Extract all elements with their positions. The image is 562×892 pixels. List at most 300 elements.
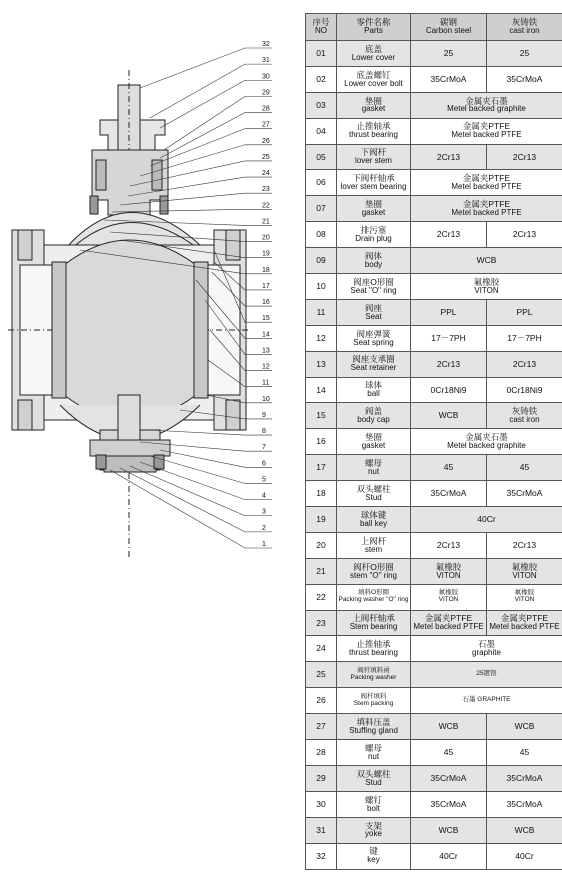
callout-number: 30: [262, 73, 270, 81]
material-text: Metel backed graphite: [447, 441, 526, 451]
part-number: 17: [306, 455, 337, 481]
material-cast-iron: [487, 714, 562, 740]
part-name-zh: 键: [369, 846, 378, 857]
part-name: [337, 791, 411, 817]
part-name: [337, 636, 411, 662]
part-name: [337, 765, 411, 791]
callout-number: 25: [262, 153, 270, 161]
part-name: [337, 170, 411, 196]
material-text: WCB: [438, 721, 459, 732]
part-name: [337, 325, 411, 351]
part-name-zh: 阀杆填料: [360, 692, 387, 700]
part-name-en: nut: [367, 751, 380, 761]
part-number: 18: [306, 481, 337, 507]
callout-number: 21: [262, 218, 270, 226]
material-carbon-steel: [411, 558, 487, 584]
callout-number: 16: [262, 299, 270, 307]
leader-line: [110, 470, 272, 548]
part-name-zh: 双头螺柱: [356, 483, 391, 494]
material-carbon-steel: [411, 481, 487, 507]
part-name: [337, 558, 411, 584]
material-text: 17－7PH: [431, 332, 466, 343]
material-text: 氟橡胶: [514, 589, 535, 597]
material-cast-iron: [487, 144, 562, 170]
material-both: [411, 170, 562, 196]
part-name: [337, 843, 411, 869]
material-both: [411, 196, 562, 222]
material-text: WCB: [438, 410, 459, 421]
material-text: 灰铸铁: [511, 406, 538, 417]
table-row: [306, 765, 562, 791]
part-name: [337, 532, 411, 558]
part-name-zh: 螺钉: [364, 794, 382, 805]
part-number: 03: [306, 92, 337, 118]
part-number: 20: [306, 532, 337, 558]
material-text: VITON: [474, 285, 499, 295]
material-text: Metel backed PTFE: [489, 622, 560, 632]
material-text: 氟橡胶: [473, 276, 500, 287]
callout-number: 8: [262, 428, 266, 436]
leader-line: [140, 48, 272, 88]
part-name-zh: 球体: [364, 380, 382, 391]
material-carbon-steel: [411, 455, 487, 481]
material-text: 25镀铬: [476, 670, 497, 678]
table-row: [306, 222, 562, 248]
part-name-en: key: [367, 855, 380, 865]
callout-number: 28: [262, 105, 270, 113]
part-name: [337, 92, 411, 118]
material-both: [411, 92, 562, 118]
part-name-zh: 填料O形圈: [357, 589, 390, 597]
part-name-zh: 阀盖: [364, 406, 382, 417]
material-both: [411, 662, 562, 688]
material-text: 35CrMoA: [430, 798, 467, 809]
material-cast-iron: [487, 299, 562, 325]
callout-number: 9: [262, 411, 266, 419]
part-name-zh: 下阀杆: [360, 147, 387, 158]
table-row: [306, 144, 562, 170]
part-name: [337, 66, 411, 92]
part-name: [337, 714, 411, 740]
part-number: 07: [306, 196, 337, 222]
material-both: [411, 248, 562, 274]
part-name: [337, 403, 411, 429]
material-cast-iron: [487, 843, 562, 869]
callout-number: 20: [262, 234, 270, 242]
table-row: [306, 351, 562, 377]
material-carbon-steel: [411, 843, 487, 869]
part-name-en: thrust bearing: [349, 130, 398, 140]
callout-number: 1: [262, 541, 266, 548]
leader-line: [150, 64, 272, 118]
table-row: [306, 688, 562, 714]
material-text: Metel backed graphite: [447, 104, 526, 114]
material-cast-iron: [487, 558, 562, 584]
material-carbon-steel: [411, 584, 487, 610]
material-cast-iron: [487, 403, 562, 429]
material-text: 2Cr13: [512, 539, 537, 550]
material-cast-iron: [487, 791, 562, 817]
header-carbon-steel: 碳钢 Carbon steel: [411, 14, 487, 41]
material-text: 35CrMoA: [430, 73, 467, 84]
material-cast-iron: [487, 765, 562, 791]
material-both: [411, 429, 562, 455]
part-name-zh: 螺母: [364, 742, 382, 753]
part-name-en: Lower cover: [351, 52, 396, 62]
material-cast-iron: [487, 351, 562, 377]
table-row: [306, 610, 562, 636]
material-carbon-steel: [411, 532, 487, 558]
part-number: 28: [306, 740, 337, 766]
callout-number: 17: [262, 282, 270, 290]
table-row: [306, 636, 562, 662]
callout-number: 13: [262, 347, 270, 355]
table-row: [306, 481, 562, 507]
material-text: WCB: [514, 721, 535, 732]
material-text: Metel backed PTFE: [451, 130, 522, 140]
part-name: [337, 196, 411, 222]
material-text: 2Cr13: [436, 229, 461, 240]
material-carbon-steel: [411, 403, 487, 429]
table-row: [306, 274, 562, 300]
part-name-zh: 支架: [364, 820, 382, 831]
header-no: 序号 NO: [306, 14, 337, 41]
material-text: 0Cr18Ni9: [506, 384, 543, 395]
part-name-zh: 垫圈: [364, 432, 382, 443]
table-row: [306, 507, 562, 533]
material-text: 金属夹PTFE: [462, 173, 511, 184]
callout-number: 22: [262, 202, 270, 210]
parts-table: [305, 13, 562, 870]
part-name: [337, 377, 411, 403]
material-text: VITON: [438, 596, 459, 604]
part-name-en: yoke: [365, 829, 382, 839]
callout-number: 3: [262, 508, 266, 516]
part-name: [337, 455, 411, 481]
part-name-zh: 排污塞: [360, 225, 387, 236]
material-text: WCB: [514, 824, 535, 835]
material-cast-iron: [487, 455, 562, 481]
material-text: PPL: [440, 306, 457, 317]
callout-number: 19: [262, 250, 270, 258]
material-text: 35CrMoA: [506, 798, 543, 809]
material-text: 2Cr13: [436, 151, 461, 162]
leader-line: [120, 468, 272, 532]
table-row: [306, 170, 562, 196]
table-row: [306, 299, 562, 325]
material-both: [411, 274, 562, 300]
table-row: [306, 455, 562, 481]
material-text: 金属夹PTFE: [462, 199, 511, 210]
material-text: WCB: [438, 824, 459, 835]
table-row: [306, 92, 562, 118]
leader-line: [130, 466, 272, 516]
material-text: 40Cr: [515, 850, 534, 861]
part-name-zh: 球体键: [360, 509, 387, 520]
part-name-en: Stuffing gland: [349, 725, 398, 735]
material-cast-iron: [487, 66, 562, 92]
table-row: [306, 377, 562, 403]
part-name-en: stem "O" ring: [349, 570, 398, 580]
part-number: 19: [306, 507, 337, 533]
part-number: 30: [306, 791, 337, 817]
material-text: VITON: [514, 596, 535, 604]
part-name: [337, 817, 411, 843]
table-row: [306, 429, 562, 455]
callout-number: 31: [262, 57, 270, 65]
part-name: [337, 610, 411, 636]
part-name-en: Packing washer: [350, 673, 397, 681]
material-carbon-steel: [411, 222, 487, 248]
material-cast-iron: [487, 377, 562, 403]
table-row: [306, 532, 562, 558]
callout-number: 7: [262, 444, 266, 452]
part-number: 08: [306, 222, 337, 248]
part-name-zh: 阀杆O形圈: [353, 561, 394, 572]
part-number: 27: [306, 714, 337, 740]
material-carbon-steel: [411, 299, 487, 325]
part-name: [337, 248, 411, 274]
part-name-zh: 螺母: [364, 458, 382, 469]
leader-line: [160, 113, 272, 158]
part-name-zh: 阀座O形圈: [353, 276, 394, 287]
material-text: 25: [519, 47, 530, 58]
material-text: 40Cr: [439, 850, 458, 861]
table-row: [306, 791, 562, 817]
part-number: 13: [306, 351, 337, 377]
material-carbon-steel: [411, 765, 487, 791]
part-name-en: Packing washer "O" ring: [338, 596, 409, 604]
part-name: [337, 662, 411, 688]
table-row: [306, 740, 562, 766]
part-number: 04: [306, 118, 337, 144]
material-cast-iron: [487, 610, 562, 636]
material-text: 25: [443, 47, 454, 58]
table-row: [306, 66, 562, 92]
part-name-en: Stem packing: [353, 699, 394, 707]
part-number: 10: [306, 274, 337, 300]
part-name: [337, 299, 411, 325]
material-cast-iron: [487, 817, 562, 843]
part-number: 06: [306, 170, 337, 196]
material-text: Metel backed PTFE: [451, 182, 522, 192]
part-name-en: lover stem: [355, 156, 392, 166]
material-text: 石墨: [477, 639, 495, 650]
material-carbon-steel: [411, 377, 487, 403]
table-row: [306, 196, 562, 222]
table-row: [306, 41, 562, 67]
material-text: cast iron: [509, 415, 540, 425]
callout-number: 5: [262, 476, 266, 484]
part-name: [337, 41, 411, 67]
part-name-en: nut: [367, 466, 380, 476]
part-number: 14: [306, 377, 337, 403]
material-carbon-steel: [411, 144, 487, 170]
material-text: 金属夹PTFE: [500, 613, 549, 624]
material-carbon-steel: [411, 41, 487, 67]
part-name: [337, 507, 411, 533]
material-text: graphite: [472, 648, 501, 658]
callout-number: 27: [262, 121, 270, 129]
callout-number: 14: [262, 331, 270, 339]
part-number: 22: [306, 584, 337, 610]
part-number: 26: [306, 688, 337, 714]
callout-number: 23: [262, 186, 270, 194]
part-name-zh: 双头螺柱: [356, 768, 391, 779]
part-number: 24: [306, 636, 337, 662]
part-name-zh: 填料压盖: [356, 716, 391, 727]
material-both: [411, 688, 562, 714]
part-name: [337, 688, 411, 714]
material-cast-iron: [487, 532, 562, 558]
material-text: 45: [443, 747, 454, 758]
callout-number: 26: [262, 137, 270, 145]
material-text: PPL: [516, 306, 533, 317]
part-name-en: Seat spring: [353, 337, 394, 347]
material-text: 35CrMoA: [506, 488, 543, 499]
material-text: 35CrMoA: [506, 772, 543, 783]
table-row: [306, 248, 562, 274]
material-text: Metel backed PTFE: [413, 622, 484, 632]
material-text: VITON: [436, 570, 461, 580]
part-name: [337, 584, 411, 610]
material-text: 氟橡胶: [435, 561, 462, 572]
part-name-en: gasket: [361, 441, 386, 451]
part-number: 12: [306, 325, 337, 351]
part-number: 16: [306, 429, 337, 455]
part-number: 09: [306, 248, 337, 274]
material-text: 2Cr13: [512, 229, 537, 240]
header-parts: 零件名称 Parts: [337, 14, 411, 41]
part-name-en: ball key: [359, 518, 388, 528]
material-text: WCB: [476, 255, 497, 266]
part-name: [337, 118, 411, 144]
material-text: 氟橡胶: [438, 589, 459, 597]
material-cast-iron: [487, 740, 562, 766]
callout-number: 11: [262, 379, 270, 387]
material-text: Metel backed PTFE: [451, 208, 522, 218]
material-text: 35CrMoA: [506, 73, 543, 84]
material-text: 2Cr13: [436, 539, 461, 550]
material-both: [411, 118, 562, 144]
part-name-en: gasket: [361, 104, 386, 114]
part-name-zh: 止推轴承: [356, 121, 391, 132]
table-row: [306, 118, 562, 144]
material-text: 金属夹石墨: [465, 95, 508, 106]
part-name-zh: 底盖螺钉: [356, 69, 391, 80]
part-number: 01: [306, 41, 337, 67]
part-name: [337, 351, 411, 377]
part-name-en: Lower cover bolt: [344, 78, 403, 88]
part-name-en: gasket: [361, 208, 386, 218]
part-name-en: bolt: [367, 803, 380, 813]
table-row: [306, 558, 562, 584]
leader-line: [160, 80, 272, 128]
callout-number: 6: [262, 460, 266, 468]
material-text: 2Cr13: [512, 358, 537, 369]
part-number: 25: [306, 662, 337, 688]
part-name-zh: 阀体: [364, 250, 382, 261]
callout-number: 4: [262, 492, 266, 500]
part-name-zh: 止推轴承: [356, 639, 391, 650]
material-cast-iron: [487, 584, 562, 610]
material-carbon-steel: [411, 714, 487, 740]
callout-number: 15: [262, 315, 270, 323]
material-text: 2Cr13: [436, 358, 461, 369]
part-number: 11: [306, 299, 337, 325]
table-row: [306, 403, 562, 429]
part-name-en: Stem bearing: [349, 622, 398, 632]
callout-number: 18: [262, 266, 270, 274]
part-name-en: stem: [364, 544, 383, 554]
part-name-zh: 垫圈: [364, 95, 382, 106]
part-name-en: Seat "O" ring: [350, 285, 397, 295]
material-text: 45: [443, 462, 454, 473]
part-name-en: Stud: [365, 492, 382, 502]
part-name-zh: 垫圈: [364, 199, 382, 210]
part-name-en: thrust bearing: [349, 648, 398, 658]
table-row: [306, 714, 562, 740]
material-carbon-steel: [411, 66, 487, 92]
part-name: [337, 429, 411, 455]
material-both: [411, 507, 562, 533]
part-name-en: Seat: [365, 311, 382, 321]
part-number: 31: [306, 817, 337, 843]
callout-number: 12: [262, 363, 270, 371]
material-text: 35CrMoA: [430, 772, 467, 783]
part-name: [337, 274, 411, 300]
material-text: 金属夹PTFE: [424, 613, 473, 624]
part-name-en: lover stem bearing: [340, 182, 407, 192]
callout-number: 29: [262, 89, 270, 97]
material-carbon-steel: [411, 791, 487, 817]
part-name-zh: 阀座弹簧: [356, 328, 391, 339]
part-name-zh: 上阀杆: [360, 535, 387, 546]
leader-line: [160, 450, 272, 467]
header-cast-iron: 灰铸铁 cast iron: [487, 14, 562, 41]
part-name: [337, 222, 411, 248]
part-name-zh: 阀座: [364, 302, 382, 313]
callout-number: 24: [262, 170, 270, 178]
material-carbon-steel: [411, 740, 487, 766]
part-name-zh: 阀杆填料函: [357, 667, 390, 674]
material-text: 0Cr18Ni9: [430, 384, 467, 395]
material-cast-iron: [487, 41, 562, 67]
part-number: 05: [306, 144, 337, 170]
part-number: 29: [306, 765, 337, 791]
part-name-en: Drain plug: [355, 233, 392, 243]
material-text: 石墨 GRAPHITE: [462, 696, 511, 704]
leader-line: [150, 430, 272, 435]
part-name-zh: 下阀杆轴承: [352, 173, 395, 184]
material-both: [411, 636, 562, 662]
part-name-en: body: [364, 259, 383, 269]
material-text: 45: [519, 462, 530, 473]
material-text: 35CrMoA: [430, 488, 467, 499]
table-row: [306, 325, 562, 351]
part-name-en: Stud: [365, 777, 382, 787]
callout-number: 2: [262, 524, 266, 532]
part-number: 21: [306, 558, 337, 584]
callout-number: 32: [262, 41, 270, 48]
table-row: [306, 843, 562, 869]
material-text: 氟橡胶: [511, 561, 538, 572]
part-name: [337, 740, 411, 766]
part-name: [337, 481, 411, 507]
part-name: [337, 144, 411, 170]
material-text: 17－7PH: [507, 332, 542, 343]
material-text: 45: [519, 747, 530, 758]
